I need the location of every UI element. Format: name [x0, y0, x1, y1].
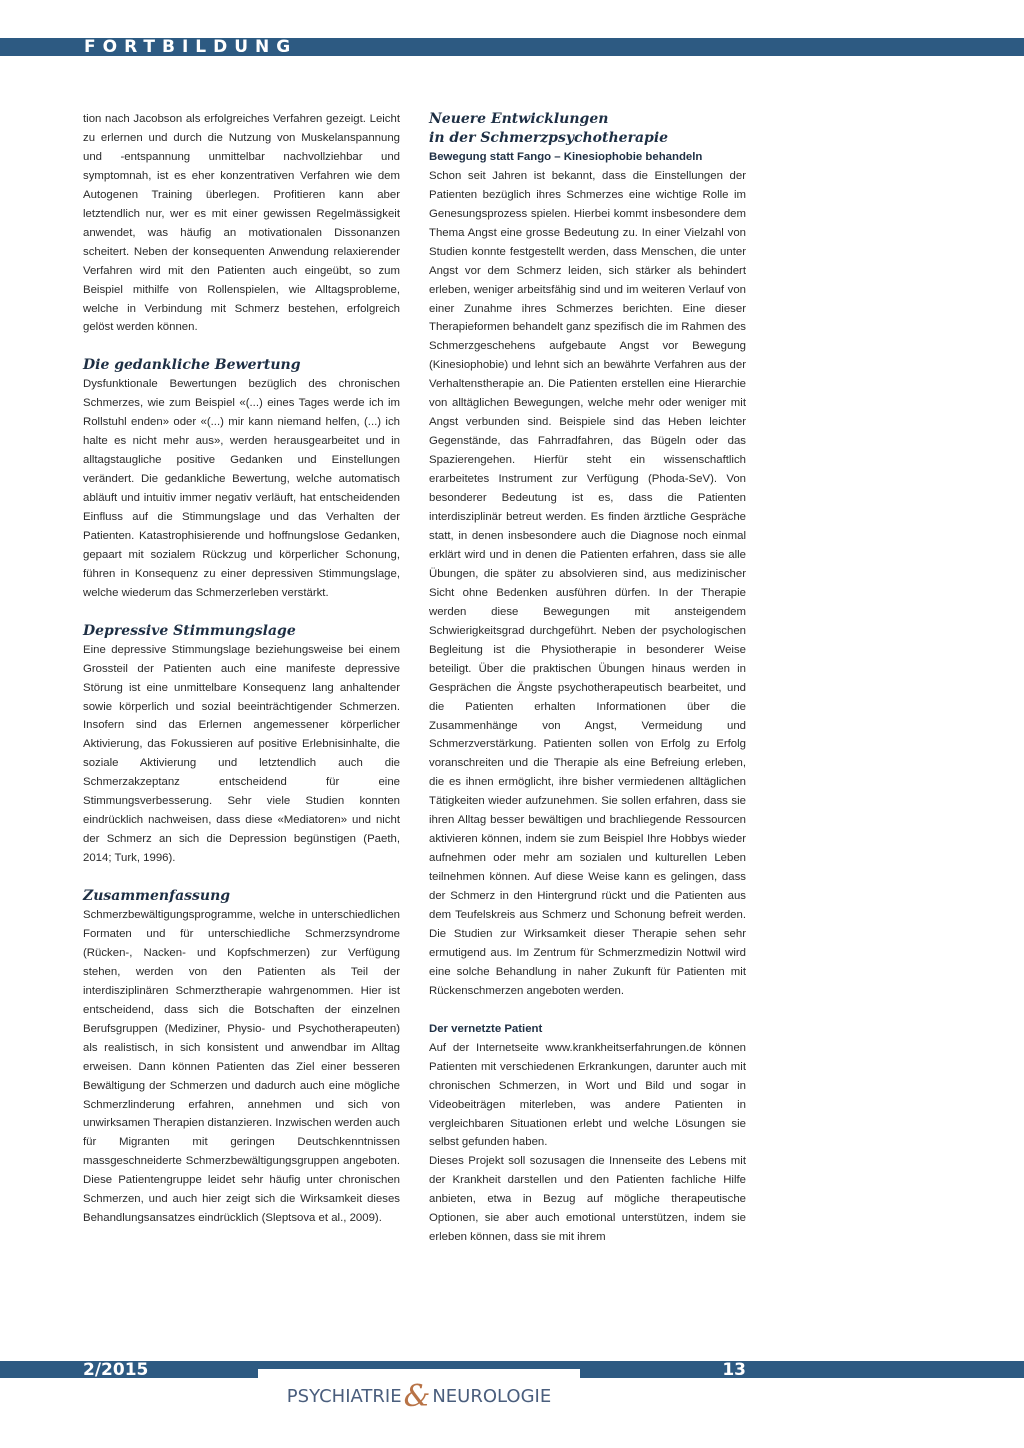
paragraph: Dysfunktionale Bewertungen bezüglich des chronischen Schmerzes, wie zum Beispiel «(...) eines Tages werde ich im Rollstuhl enden» oder «(...) mir kann niemand helfen, (...) ich halte es nicht mehr aus», werden herausgearbeitet und in alltagstaugliche positive Gedanken und Einstellungen verändert. Die gedankliche Bewertung, welche automatisch abläuft und intuitiv immer negativ verläuft, hat entscheidenden Einfluss auf die Stimmungslage und das Verhalten der Patienten. Katastrophisierende und hoffnungslose Gedanken, gepaart mit sozialem Rückzug und körperlicher Schonung, führen in Konsequenz zu einer depressiven Stimmungslage, welche wiederum das Schmerzerleben verstärkt. [83, 378, 400, 599]
section-heading: Depressive Stimmungslage [83, 622, 296, 639]
heading-line: in der Schmerzpsychotherapie [429, 129, 669, 146]
section-heading [429, 110, 746, 148]
paragraph: Dieses Projekt soll sozusagen die Innenseite des Lebens mit der Krankheit darstellen und den Patienten fachliche Hilfe anbieten, etwa in Bezug auf mögliche therapeutische Optionen, sie aber auch emotional unterstützen, indem sie erleben können, dass sie mit ihrem [429, 1155, 746, 1244]
paragraph: Schon seit Jahren ist bekannt, dass die Einstellungen der Patienten bezüglich ihres Schmerzes eine wichtige Rolle im Genesungsprozess spielen. Hierbei kommt insbesondere dem Thema Angst eine grosse Bedeutung zu. In einer Vielzahl von Studien konnte festgestellt werden, dass Menschen, die unter Angst vor dem Schmerz leiden, sich stärker als behindert erleben, weniger arbeitsfähig sind und im weiteren Verlauf von einer Zunahme ihres Schmerzes berichten. Eine dieser Therapieformen behandelt ganz spezifisch die im Rahmen des Schmerzgeschehens aufgebaute Angst vor Bewegung (Kinesiophobie) und lehnt sich an bewährte Verfahren aus der Verhaltenstherapie an. Die Patienten erstellen eine Hierarchie von alltäglichen Bewegungen, welche mehr oder weniger mit Angst verbunden sind. Beispiele sind das Heben leichter Gegenstände, das Fahrradfahren, das Bügeln oder das Spazierengehen. Hierfür steht ein wissenschaftlich erarbeitetes Instrument zur Verfügung (Phoda-SeV). Von besonderer Bedeutung ist es, dass die Patienten interdisziplinär betreut werden. Es finden ärztliche Gespräche statt, in denen insbesondere auch die Diagnose noch einmal erklärt wird und in denen die Patienten erfahren, dass sie alle Übungen, die später zu absolvieren sind, aus medizinischer Sicht ohne Bedenken ausführen dürfen. In der Therapie werden diese Bewegungen mit ansteigendem Schwierigkeitsgrad durchgeführt. Neben der psychologischen Begleitung ist die Physiotherapie in besonderer Weise beteiligt. Über die praktischen Übungen hinaus werden in Gesprächen die Ängste psychotherapeutisch bearbeitet, und die Patienten erhalten Informationen über die Zusammenhänge von Angst, Vermeidung und Schmerzverstärkung. Patienten sollen von Erfolg zu Erfolg voranschreiten und die Therapie als eine Befreiung erleben, die es ihnen ermöglicht, ihre bisher vermiedenen alltäglichen Tätigkeiten wieder aufzunehmen. Sie sollen erfahren, dass sie ihren Alltag besser bewältigen und brachliegende Ressourcen aktivieren können, indem sie zum Beispiel Ihre Hobbys wieder aufnehmen oder mehr am sozialen und kulturellen Leben teilnehmen können. Auf diese Weise kann es gelingen, dass der Schmerz in den Hintergrund rückt und die Patienten aus dem Teufelskreis aus Schmerz und Schonung befreit werden. Die Studien zur Wirksamkeit dieser Therapie sehen sehr ermutigend aus. Im Zentrum für Schmerzmedizin Nottwil wird eine solche Behandlung in naher Zukunft für Patienten mit Rückenschmerzen angeboten werden. [429, 169, 746, 997]
paragraph: tion nach Jacobson als erfolgreiches Verfahren gezeigt. Leicht zu erlernen und durch die Nutzung von Muskelanspannung und -entspannung unmittelbar nachvollziehbar und symptomnah, ist es eher konzentrativen Verfahren wie dem Autogenen Training überlegen. Profitieren kann aber letztendlich nur, wer es mit einer gewissen Regelmässigkeit anwendet, was häufig an motivationalen Dissonanzen scheitert. Neben der konsequenten Anwendung relaxierender Verfahren wird mit den Patienten auch eingeübt, so zum Beispiel mithilfe von Rollenspielen, wie Alltagsprobleme, welche in Verbindung mit Schmerz bestehen, erfolgreich gelöst werden können. [83, 113, 400, 334]
section-label: FORTBILDUNG [84, 37, 298, 57]
paragraph: Auf der Internetseite www.krankheitserfahrungen.de können Patienten mit verschiedenen Erkrankungen, darunter auch mit chronischen Schmerzen, in Wort und Bild und sogar in Videobeiträgen miterleben, was andere Patienten in vergleichbaren Situationen erlebt und welche Lösungen sie selbst gefunden haben. [429, 1041, 746, 1149]
paragraph: Eine depressive Stimmungslage beziehungsweise bei einem Grossteil der Patienten auch eine manifeste depressive Störung ist eine unmittelbare Konsequenz lang anhaltender sowie körperlich und sozial beeinträchtigender Schmerzen. Insofern sind das Erlernen angemessener körperlicher Aktivierung, das Fokussieren auf positive Erlebnisinhalte, die soziale Aktivierung und letztendlich auch die Schmerzakzeptanz entscheidend für eine Stimmungsverbesserung. Sehr viele Studien konnten eindrücklich nachweisen, dass diese «Mediatoren» und nicht der Schmerz an sich die Depression begünstigen (Paeth, 2014; Turk, 1996). [83, 643, 400, 865]
subheading: Bewegung statt Fango – Kinesiophobie behandeln [429, 150, 703, 163]
subheading: Der vernetzte Patient [429, 1022, 543, 1035]
journal-logo [258, 1369, 580, 1421]
logo-word: NEUROLOGIE [432, 1386, 552, 1407]
heading-line: Neuere Entwicklungen [429, 111, 609, 127]
logo-ampersand: & [403, 1379, 431, 1414]
logo-word: PSYCHIATRIE [286, 1386, 402, 1407]
left-column [83, 110, 400, 1228]
issue-number: 2/2015 [83, 1360, 149, 1380]
section-heading: Die gedankliche Bewertung [83, 357, 301, 374]
paragraph: Schmerzbewältigungsprogramme, welche in unterschiedlichen Formaten und für unterschiedliche Schmerzsyndrome (Rücken-, Nacken- und Kopfschmerzen) zur Verfügung stehen, werden von den Patienten als Teil der interdisziplinären Schmerztherapie wahrgenommen. Hier ist entscheidend, dass sich die Botschaften der einzelnen Berufsgruppen (Mediziner, Physio- und Psychotherapeuten) als realistisch, in sich konsistent und anwendbar im Alltag erweisen. Dann können Patienten das Ziel einer besseren Bewältigung der Schmerzen und dadurch auch eine mögliche Schmerzlinderung erfahren, annehmen und sich von unwirksamen Therapien distanzieren. Inzwischen werden auch für Migranten mit geringen Deutschkenntnissen massgeschneiderte Schmerzbewältigungsgruppen angeboten. Diese Patientengruppe leidet sehr häufig unter chronischen Schmerzen, und auch hier zeigt sich die Wirksamkeit dieses Behandlungsansatzes eindrücklich (Sleptsova et al., 2009). [83, 908, 401, 1225]
right-column [429, 110, 746, 1247]
page-number: 13 [722, 1360, 746, 1380]
section-heading: Zusammenfassung [83, 888, 231, 905]
